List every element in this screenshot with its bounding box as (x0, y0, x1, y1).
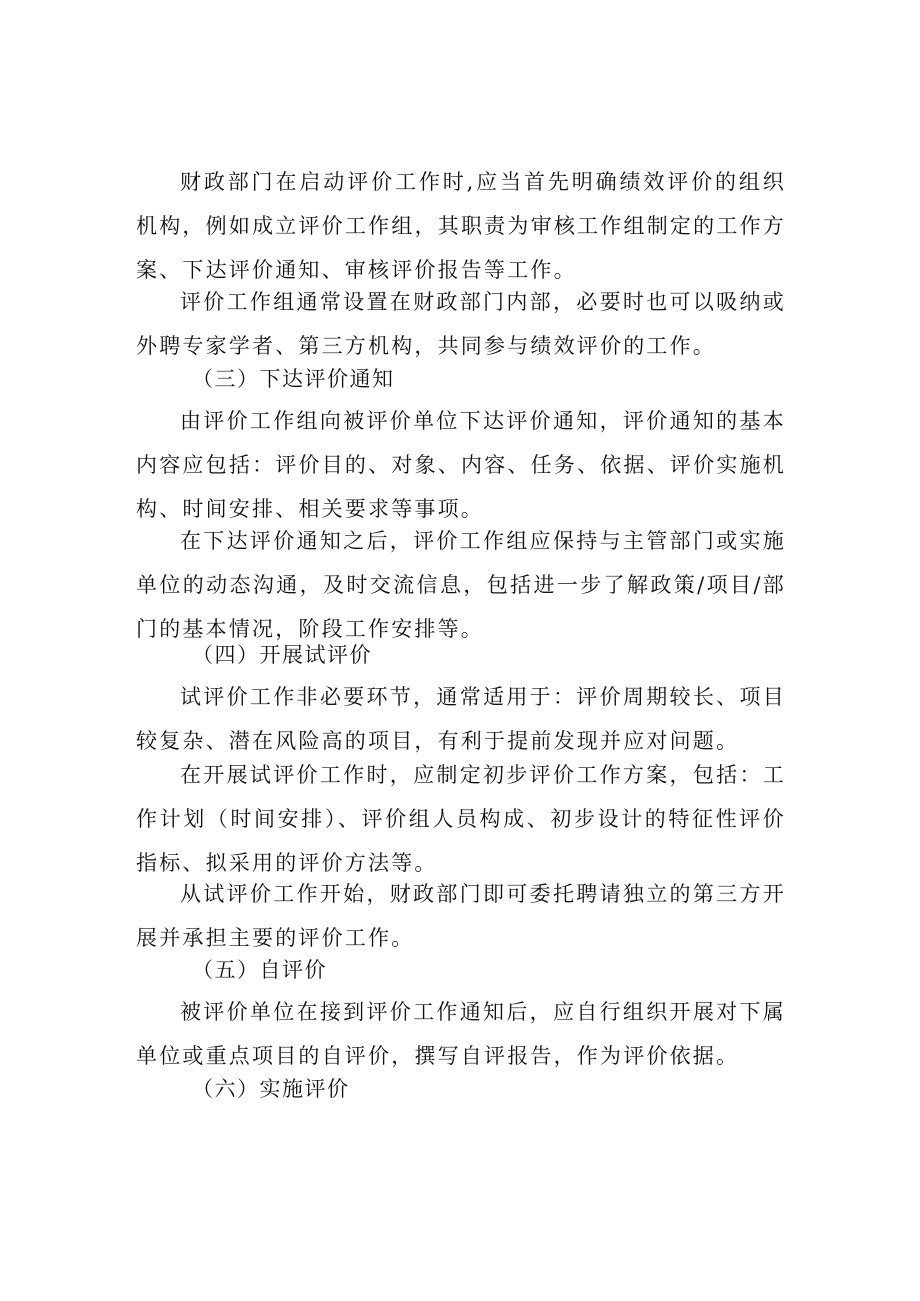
paragraph-trial-plan: 在开展试评价工作时，应制定初步评价工作方案，包括：工作计划（时间安排）、评价组人员构成、初步设计的特征性评价指标、拟采用的评价方法等。 (136, 763, 786, 875)
paragraph-working-group: 评价工作组通常设置在财政部门内部，必要时也可以吸纳或外聘专家学者、第三方机构，共同参与绩效评价的工作。 (136, 290, 786, 358)
section-heading-self-evaluation: （五）自评价 (192, 958, 327, 982)
paragraph-notice-content: 由评价工作组向被评价单位下达评价通知，评价通知的基本内容应包括：评价目的、对象、内容、任务、依据、评价实施机构、时间安排、相关要求等事项。 (136, 409, 786, 521)
paragraph-trial-scope: 试评价工作非必要环节，通常适用于：评价周期较长、项目较复杂、潜在风险高的项目，有利于提前发现并应对问题。 (136, 685, 786, 753)
section-heading-implement-evaluation: （六）实施评价 (192, 1077, 350, 1101)
section-heading-issue-notice: （三）下达评价通知 (192, 367, 395, 391)
paragraph-third-party: 从试评价工作开始，财政部门即可委托聘请独立的第三方开展并承担主要的评价工作。 (136, 882, 786, 950)
paragraph-self-evaluation: 被评价单位在接到评价工作通知后，应自行组织开展对下属单位或重点项目的自评价，撰写自评报告，作为评价依据。 (136, 1000, 786, 1068)
paragraph-evaluation-organization: 财政部门在启动评价工作时,应当首先明确绩效评价的组织机构，例如成立评价工作组，其职责为审核工作组制定的工作方案、下达评价通知、审核评价报告等工作。 (136, 170, 786, 282)
paragraph-after-notice: 在下达评价通知之后，评价工作组应保持与主管部门或实施单位的动态沟通，及时交流信息，包括进一步了解政策/项目/部门的基本情况，阶段工作安排等。 (136, 529, 786, 641)
section-heading-trial-evaluation: （四）开展试评价 (192, 643, 372, 667)
